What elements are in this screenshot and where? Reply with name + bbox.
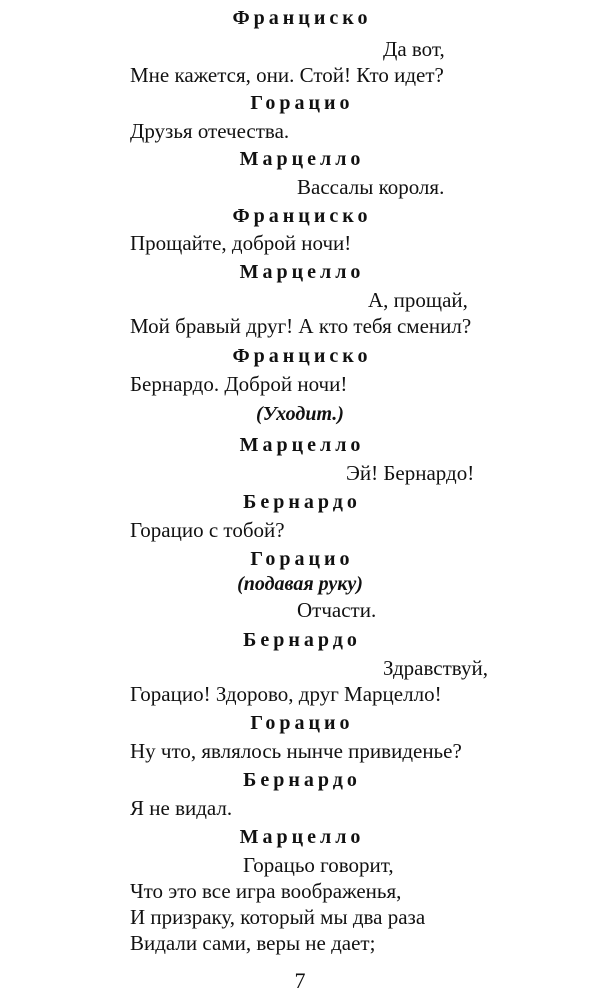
verse-line: Горацьо говорит, [243,853,394,877]
speaker-name: Марцелло [239,261,365,283]
verse-line: Отчасти. [297,598,377,622]
speaker-name: Марцелло [239,148,365,170]
speaker-name: Бернардо [243,629,361,651]
verse-line: Что это все игра воображенья, [130,879,402,903]
verse-line: Ну что, являлось нынче привиденье? [130,739,462,763]
verse-line: Горацио! Здорово, друг Марцелло! [130,682,442,706]
speaker-name: Марцелло [239,434,365,456]
verse-line: Друзья отечества. [130,119,290,143]
verse-line: Здравствуй, [383,656,488,680]
speaker-name: Горацио [250,92,354,114]
page-number: 7 [294,968,306,993]
verse-line: Эй! Бернардо! [346,461,475,485]
verse-line: Я не видал. [130,796,233,820]
verse-line: Бернардо. Доброй ночи! [130,372,348,396]
verse-line: Видали сами, веры не дает; [130,931,376,955]
stage-direction: (Уходит.) [256,403,344,425]
verse-line: Мне кажется, они. Стой! Кто идет? [130,63,444,87]
verse-line: Да вот, [383,37,445,61]
speaker-name: Бернардо [243,769,361,791]
verse-line: Прощайте, доброй ночи! [130,231,352,255]
speaker-name: Горацио [250,548,354,570]
verse-line: Вассалы короля. [297,175,445,199]
verse-line: Горацио с тобой? [130,518,285,542]
verse-line: И призраку, который мы два раза [130,905,426,929]
verse-line: Мой бравый друг! А кто тебя сменил? [130,314,472,338]
speaker-name: Марцелло [239,826,365,848]
stage-direction: (подавая руку) [237,573,363,595]
speaker-name: Бернардо [243,491,361,513]
speaker-name: Горацио [250,712,354,734]
verse-line: А, прощай, [368,288,468,312]
speaker-name: Франциско [232,7,372,29]
speaker-name: Франциско [232,345,372,367]
speaker-name: Франциско [232,205,372,227]
